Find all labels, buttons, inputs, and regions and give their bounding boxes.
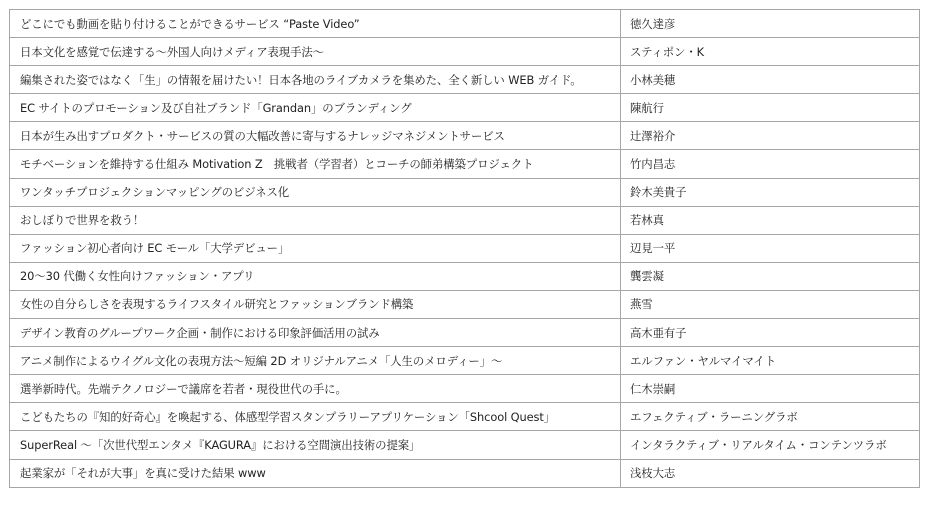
presenter-name-cell: 燕雪	[621, 290, 920, 318]
project-table	[9, 9, 920, 488]
presenter-name-cell: 仁木崇嗣	[621, 375, 920, 403]
presenter-name-cell: エフェクティブ・ラーニングラボ	[621, 403, 920, 431]
project-title-cell: 20～30 代働く女性向けファッション・アプリ	[10, 262, 621, 290]
table-row	[10, 10, 920, 38]
project-title-cell: EC サイトのプロモーション及び自社ブランド「Grandan」のブランディング	[10, 94, 621, 122]
project-table-body	[10, 10, 920, 488]
presenter-name-cell: 竹内昌志	[621, 150, 920, 178]
project-title-cell: 起業家が「それが大事」を真に受けた結果 www	[10, 459, 621, 487]
table-row	[10, 206, 920, 234]
project-title-cell: ワンタッチプロジェクションマッピングのビジネス化	[10, 178, 621, 206]
project-title-cell: こどもたちの『知的好奇心』を喚起する、体感型学習スタンプラリーアプリケーション「Shcool Quest」	[10, 403, 621, 431]
project-title-cell: モチベーションを維持する仕組み Motivation Z 挑戦者（学習者）とコーチの師弟構築プロジェクト	[10, 150, 621, 178]
table-row	[10, 262, 920, 290]
project-title-cell: SuperReal ～「次世代型エンタメ『KAGURA』における空間演出技術の提案」	[10, 431, 621, 459]
table-row	[10, 122, 920, 150]
presenter-name-cell: 高木亜有子	[621, 319, 920, 347]
table-row	[10, 66, 920, 94]
project-title-cell: どこにでも動画を貼り付けることができるサービス “Paste Video”	[10, 10, 621, 38]
presenter-name-cell: スティポン・K	[621, 38, 920, 66]
project-title-cell: 選挙新時代。先端テクノロジーで議席を若者・現役世代の手に。	[10, 375, 621, 403]
project-title-cell: 女性の自分らしさを表現するライフスタイル研究とファッションブランド構築	[10, 290, 621, 318]
presenter-name-cell: 辻澤裕介	[621, 122, 920, 150]
table-row	[10, 459, 920, 487]
presenter-name-cell: 陳航行	[621, 94, 920, 122]
project-title-cell: ファッション初心者向け EC モール「大学デビュー」	[10, 234, 621, 262]
presenter-name-cell: 若林真	[621, 206, 920, 234]
project-title-cell: デザイン教育のグループワーク企画・制作における印象評価活用の試み	[10, 319, 621, 347]
presenter-name-cell: 鈴木美貴子	[621, 178, 920, 206]
presenter-name-cell: 辺見一平	[621, 234, 920, 262]
table-row	[10, 150, 920, 178]
table-row	[10, 234, 920, 262]
project-title-cell: アニメ制作によるウイグル文化の表現方法～短編 2D オリジナルアニメ「人生のメロディー」～	[10, 347, 621, 375]
presenter-name-cell: インタラクティブ・リアルタイム・コンテンツラボ	[621, 431, 920, 459]
presenter-name-cell: 小林美穂	[621, 66, 920, 94]
presenter-name-cell: エルファン・ヤルマイマイト	[621, 347, 920, 375]
project-title-cell: 日本が生み出すプロダクト・サービスの質の大幅改善に寄与するナレッジマネジメントサービス	[10, 122, 621, 150]
table-row	[10, 94, 920, 122]
table-row	[10, 178, 920, 206]
project-title-cell: おしぼりで世界を救う！	[10, 206, 621, 234]
project-title-cell: 編集された姿ではなく「生」の情報を届けたい！日本各地のライブカメラを集めた、全く新しい WEB ガイド。	[10, 66, 621, 94]
table-row	[10, 38, 920, 66]
presenter-name-cell: 徳久達彦	[621, 10, 920, 38]
project-title-cell: 日本文化を感覚で伝達する～外国人向けメディア表現手法～	[10, 38, 621, 66]
table-row	[10, 403, 920, 431]
table-row	[10, 431, 920, 459]
table-row	[10, 347, 920, 375]
presenter-name-cell: 龔雲凝	[621, 262, 920, 290]
table-row	[10, 290, 920, 318]
table-row	[10, 375, 920, 403]
presenter-name-cell: 浅枝大志	[621, 459, 920, 487]
table-row	[10, 319, 920, 347]
